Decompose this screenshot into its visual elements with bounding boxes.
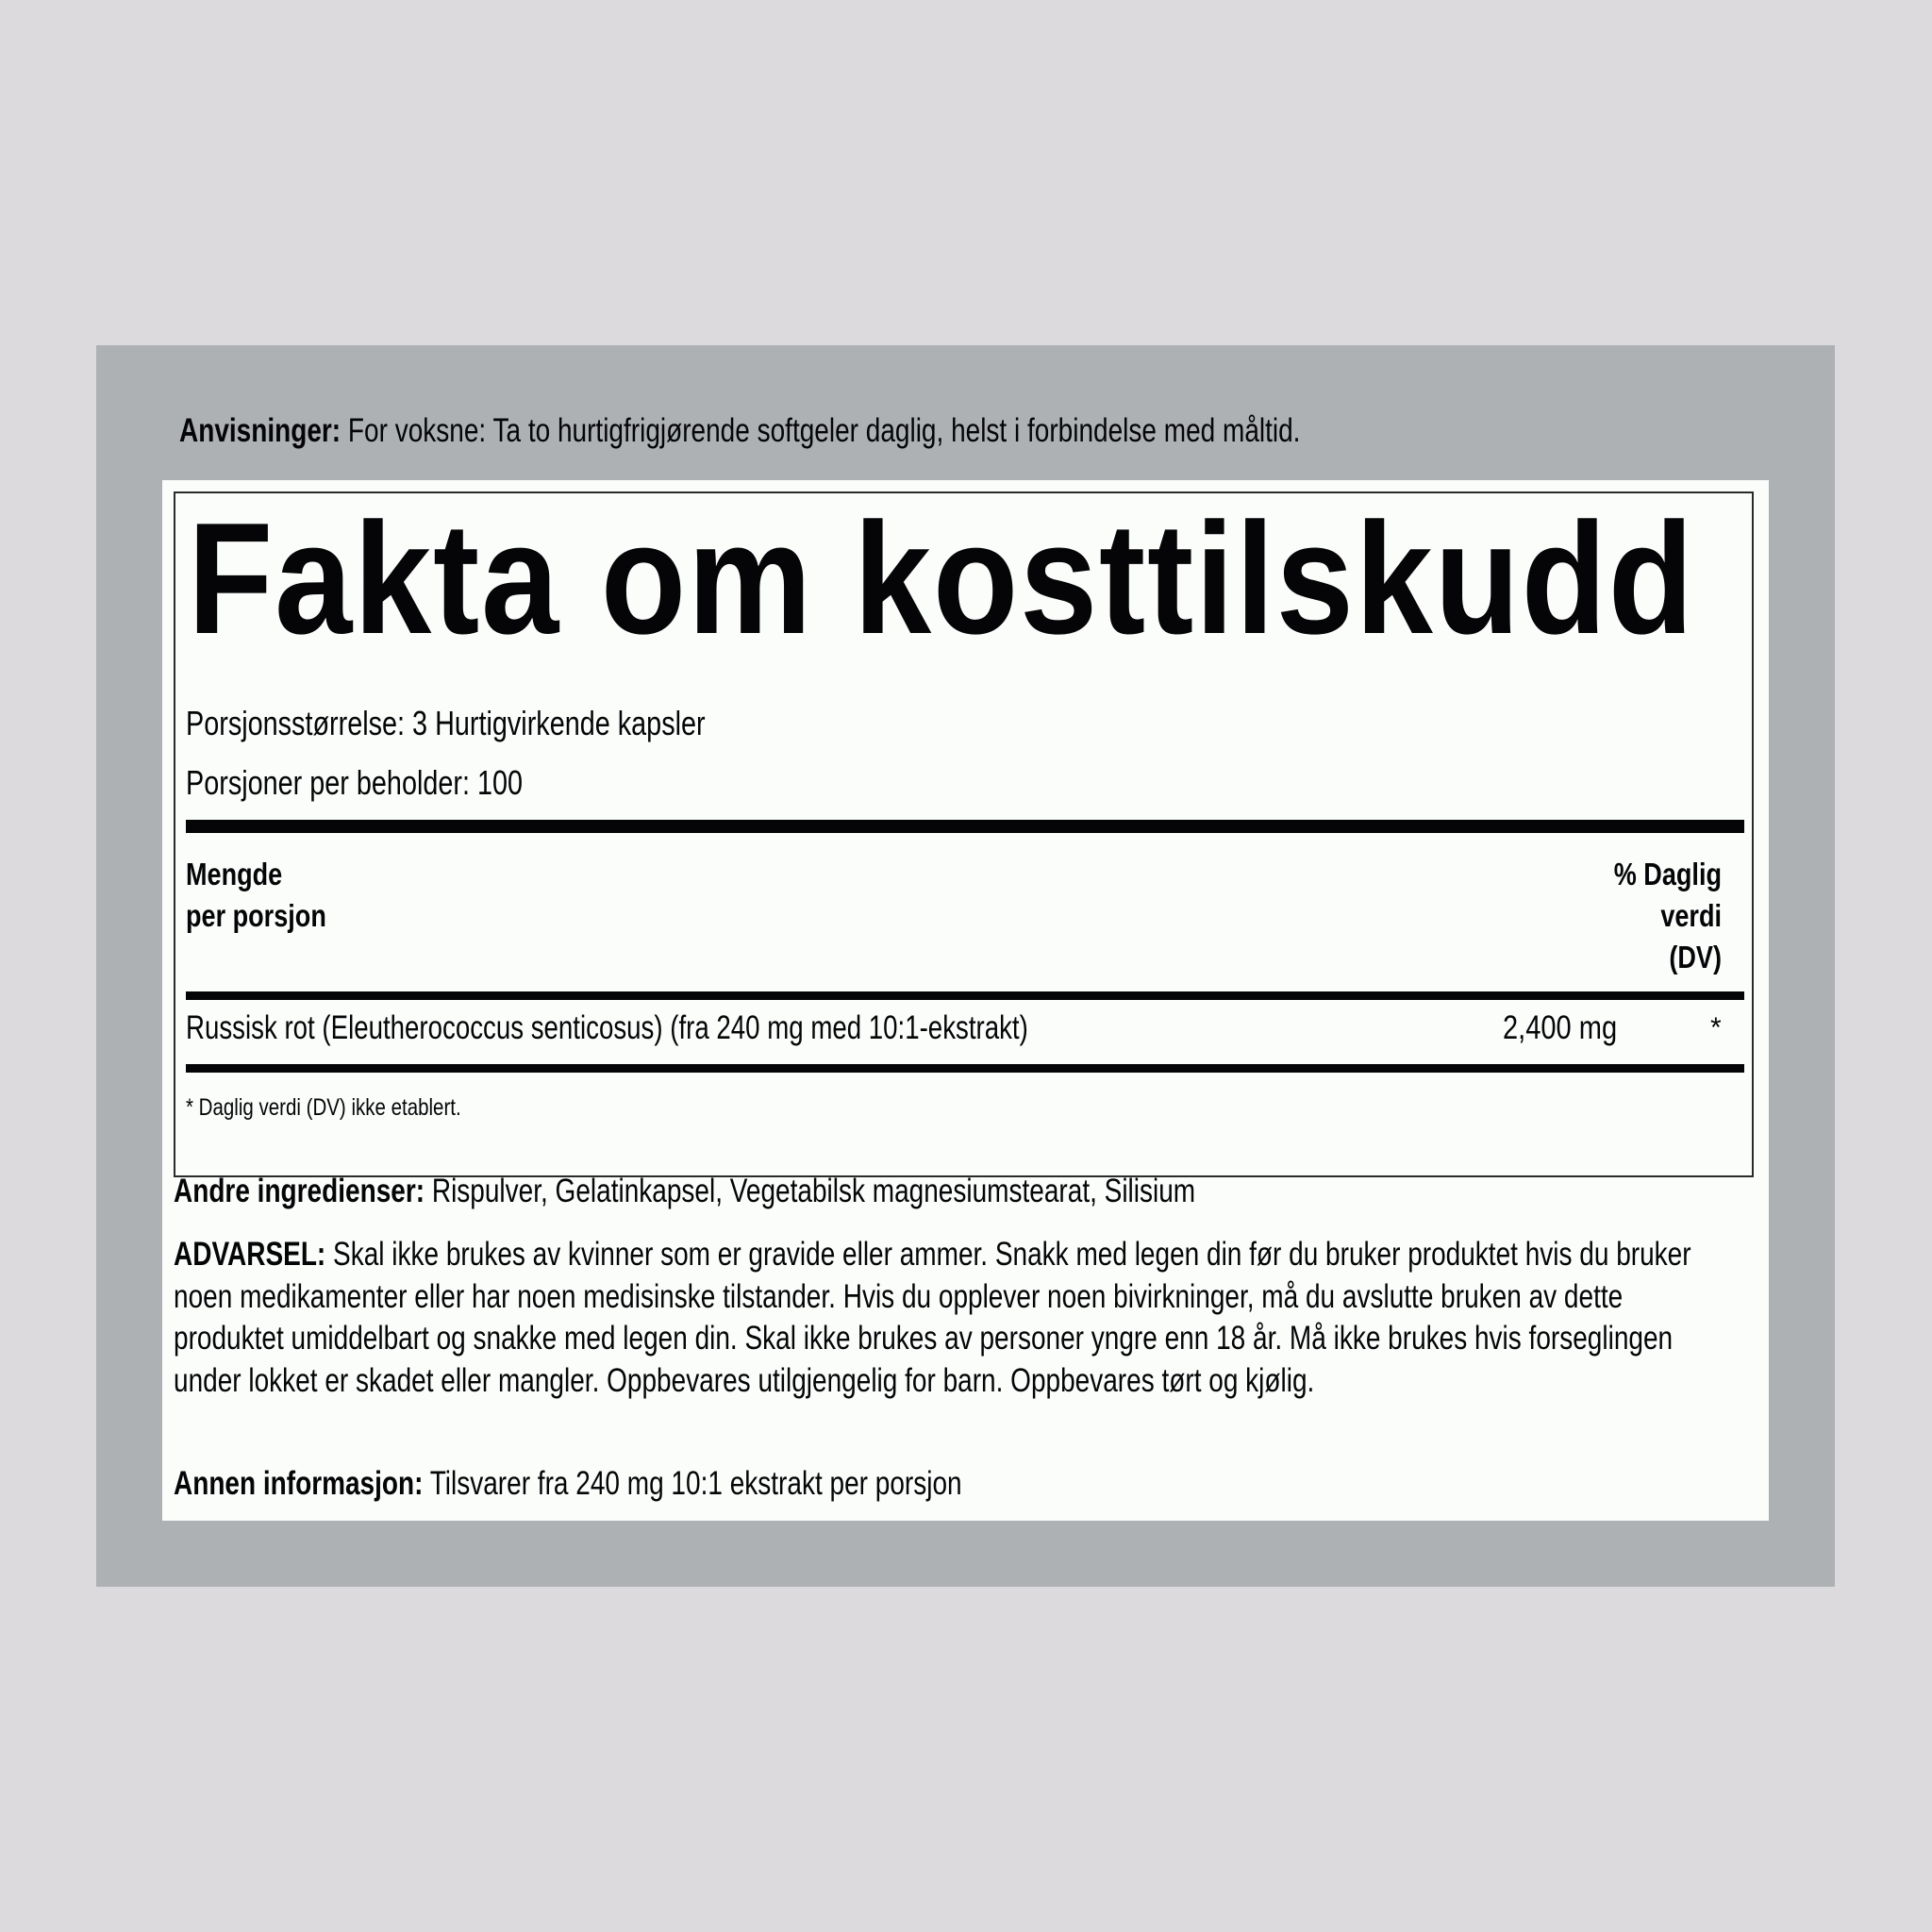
medium-divider [186, 991, 1744, 1000]
other-information-label: Annen informasjon: [174, 1465, 424, 1502]
other-information-text: Tilsvarer fra 240 mg 10:1 ekstrakt per porsjon [423, 1465, 962, 1502]
amount-per-serving-header [186, 854, 418, 937]
servings-per-container: Porsjoner per beholder: 100 [186, 763, 524, 802]
ingredient-name: Russisk rot (Eleutherococcus senticosus) (fra 240 mg med 10:1-ekstrakt) [186, 1009, 1028, 1046]
other-ingredients-text: Rispulver, Gelatinkapsel, Vegetabilsk magnesiumstearat, Silisium [425, 1173, 1196, 1209]
other-ingredients-label: Andre ingredienser: [174, 1173, 425, 1209]
other-information [174, 1465, 962, 1503]
dv-header-line2: verdi [1660, 898, 1722, 933]
directions-label: Anvisninger: [179, 412, 341, 449]
other-ingredients [174, 1173, 1195, 1210]
daily-value-header [1528, 854, 1722, 978]
warning [174, 1234, 1736, 1402]
serving-size: Porsjonsstørrelse: 3 Hurtigvirkende kapsler [186, 704, 706, 742]
medium-divider-bottom [186, 1064, 1744, 1073]
dv-header-line3: (DV) [1669, 940, 1722, 974]
thick-divider [186, 820, 1744, 833]
directions-text: For voksne: Ta to hurtigfrigjørende softgeler daglig, helst i forbindelse med måltid. [341, 412, 1301, 449]
amount-header-line2: per porsjon [186, 898, 326, 933]
directions [179, 412, 1300, 450]
ingredient-dv: * [1710, 1012, 1722, 1043]
ingredient-amount: 2,400 mg [1503, 1009, 1618, 1046]
dv-footnote: * Daglig verdi (DV) ikke etablert. [186, 1094, 461, 1121]
dv-header-line1: % Daglig [1613, 857, 1722, 891]
warning-text: Skal ikke brukes av kvinner som er gravide eller ammer. Snakk med legen din før du bruker produktet hvis du bruker noen medikamenter eller har noen medisinske tilstander. Hvis du opplever noen bivirkninger, må du avslutte bruken av dette produktet umiddelbart og snakke med legen din. Skal ikke brukes av personer yngre enn 18 år. Må ikke brukes hvis forseglingen under lokket er skadet eller mangler. Oppbevares utilgjengelig for barn. Oppbevares tørt og kjølig. [174, 1236, 1691, 1399]
warning-label: ADVARSEL: [174, 1236, 326, 1273]
amount-header-line1: Mengde [186, 857, 283, 891]
facts-title: Fakta om kosttilskudd [188, 490, 1695, 667]
